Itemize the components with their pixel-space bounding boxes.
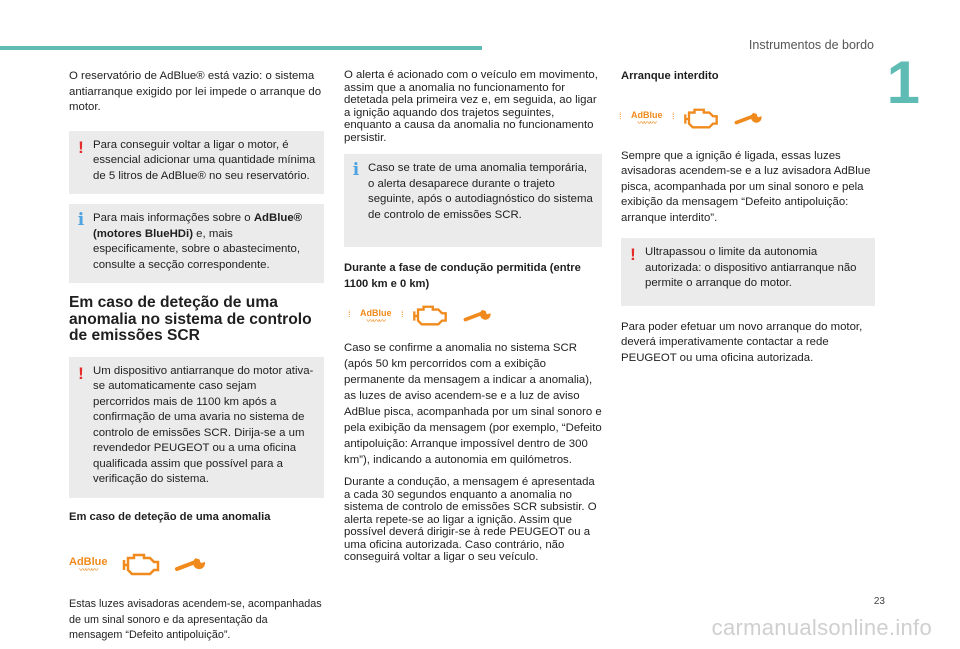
info-text-1 [93,211,316,273]
adblue-flashing-icon: ⁞ AdBlue 〰〰〰 ⁞ [348,307,404,325]
warning-icon: ! [78,137,84,157]
warning-text-2: Um dispositivo antiarranque do motor ativa-se automaticamente caso sejam percorridos mais de 1100 km após a confirmação de uma avaria no sistema de controlo de emissões SCR. Dirija-se a um revendedor PEUGEOT ou a uma oficina qualificada assim que possível para a verificação do sistema. [93,364,314,485]
adblue-label: AdBlue [360,307,392,318]
info-icon: i [77,210,85,230]
info-text-1b: AdBlue® (motores BlueHDi) [93,212,303,240]
wrench-icon [174,555,208,575]
column-3 [621,69,875,366]
warning-box-2 [69,357,324,498]
engine-icon [412,304,448,328]
anomaly-lights-text: Estas luzes avisadoras acendem-se, acompanhadas de um sinal sonoro e da apresentação da mensagem “Defeito antipoluição”. [69,598,322,641]
warning-icon: ! [78,363,84,383]
section-title: Em caso de deteção de uma anomalia no sistema de controlo de emissões SCR [69,294,312,344]
wrench-icon [733,110,765,128]
engine-icon [683,107,719,131]
warning-lights-row-2 [348,298,602,334]
ignition-text: Sempre que a ignição é ligada, essas luzes avisadoras acendem-se e a luz avisadora AdBlue pisca, acompanhada por um sinal sonoro e pela exibição da mensagem “Defeito antipoluição: arranque interdito”. [621,149,871,224]
chapter-number: 1 [886,49,920,116]
watermark: carmanualsonline.info [711,615,932,640]
info-text-1a: Para mais informações sobre o [93,212,254,224]
page-number: 23 [873,596,885,607]
adblue-label: AdBlue [69,555,108,568]
info-text-2: Caso se trate de uma anomalia temporária, o alerta desaparece durante o trajeto seguinte, após o autodiagnóstico do sistema de controlo de emissões SCR. [368,162,593,221]
engine-icon [122,552,160,578]
header-accent-bar [0,46,482,50]
confirmation-text: Caso se confirme a anomalia no sistema SCR (após 50 km percorridos com a exibição permanente da mensagem a indicar a anomalia), as luzes de aviso acendem-se e a luz de aviso AdBlue pisca, acompanhada por um sinal sonoro e pela exibição da mensagem (por exemplo, “Defeito antipoluição: Arranque impossível dentro de 300 km”), indicando a autonomia em quilómetros. [344,342,602,466]
alert-text: O alerta é acionado com o veículo em movimento, assim que a anomalia no funcionamento for detetada pela primeira vez e, em seguida, ao ligar a ignição aquando dos trajetos seguintes, enquanto a causa da anomalia no funcionamento persistir. [344,69,598,144]
driving-message-text: Durante a condução, a mensagem é apresentada a cada 30 segundos enquanto a anomalia no sistema de controlo de emissões SCR subsistir. O alerta repete-se ao ligar a ignição. Assim que possível deverá dirigir-se à rede PEUGEOT ou a uma oficina autorizada. Caso contrário, não conseguirá voltar a ligar o seu veículo. [344,476,597,563]
warning-icon: ! [630,245,636,264]
adblue-icon: AdBlue 〰〰〰 [69,555,108,574]
warning-box-1 [69,131,324,195]
info-icon: i [352,160,360,180]
adblue-label: AdBlue [631,110,663,120]
warning-text-3: Ultrapassou o limite da autonomia autorizada: o dispositivo antiarranque não permite o arranque do motor. [645,246,857,289]
warning-box-3 [621,238,875,306]
column-2 [344,69,602,564]
wrench-icon [462,307,494,325]
warning-lights-row-3 [619,101,875,137]
adblue-flashing-icon: ⁞ AdBlue 〰〰〰 ⁞ [619,110,675,127]
warning-text-1: Para conseguir voltar a ligar o motor, é essencial adicionar uma quantidade mínima de 5 litros de AdBlue® no seu reservatório. [93,138,316,182]
intro-text: O reservatório de AdBlue® está vazio: o sistema antiarranque exigido por lei impede o arranque do motor. [69,70,322,113]
column-1 [69,69,324,644]
subtitle-start-prohibited: Arranque interdito [621,70,719,82]
info-box-1 [69,204,324,283]
info-box-2 [344,154,602,247]
restart-text: Para poder efetuar um novo arranque do motor, deverá imperativamente contactar a rede PEUGEOT ou uma oficina autorizada. [621,320,863,364]
subtitle-driving-phase: Durante a fase de condução permitida (entre 1100 km e 0 km) [344,262,581,290]
warning-lights-row [69,547,324,583]
info-text-1c: e, mais especificamente, sobre o abastecimento, consulte a secção correspondente. [93,227,301,271]
header-title: Instrumentos de bordo [748,38,874,52]
subtitle-anomaly: Em caso de deteção de uma anomalia [69,510,271,523]
